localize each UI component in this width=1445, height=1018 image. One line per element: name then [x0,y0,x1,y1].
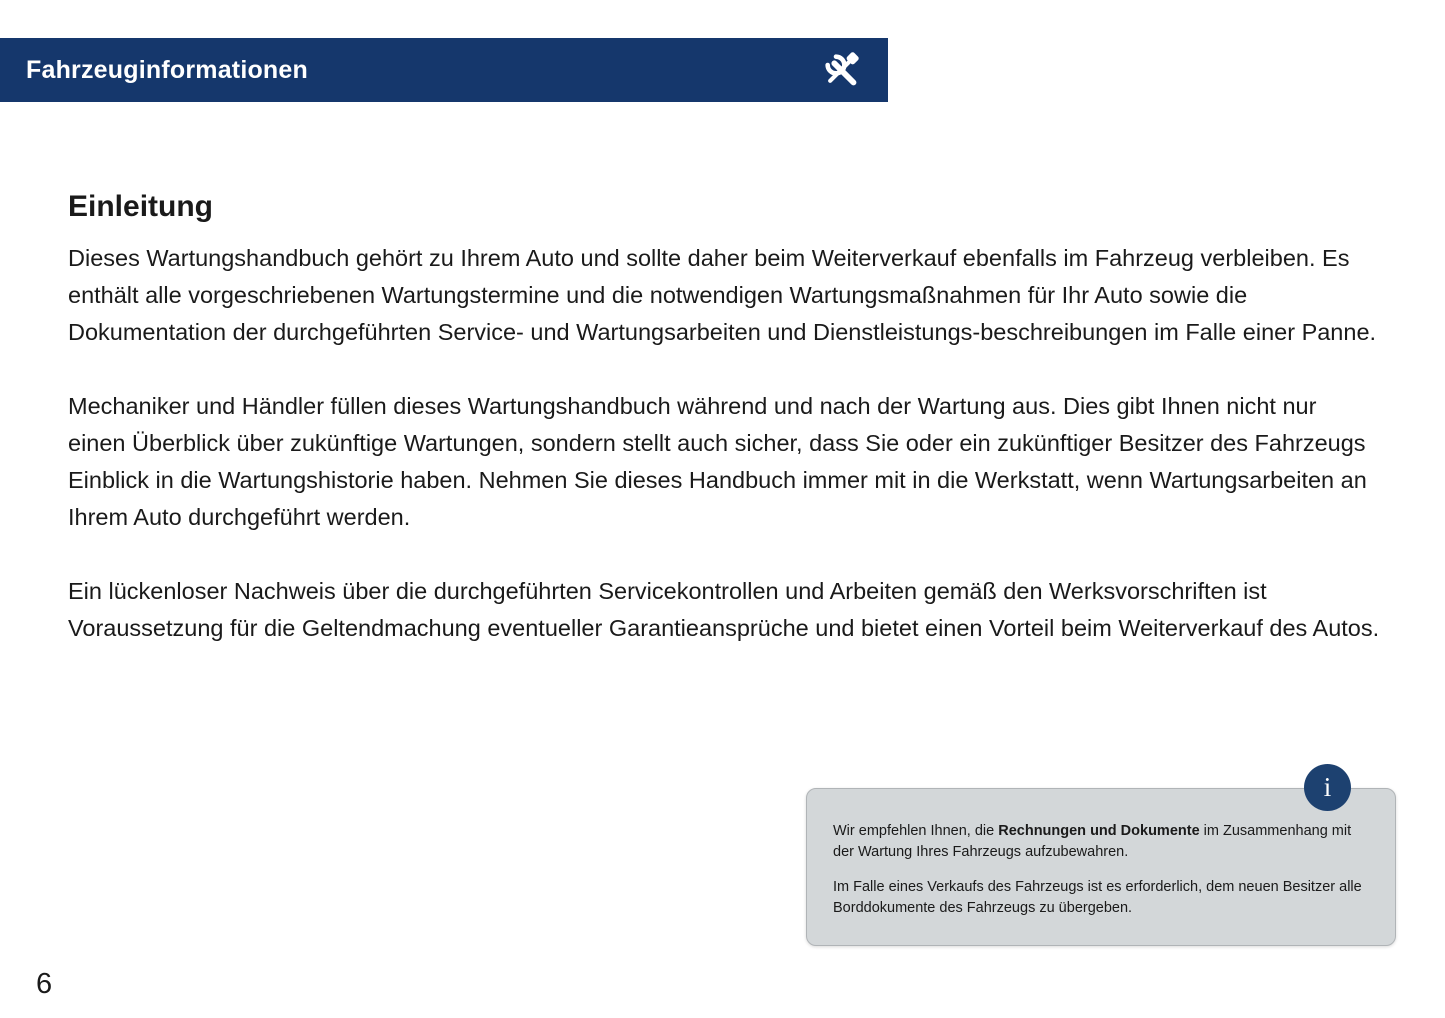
section-header-bar [0,38,888,102]
intro-paragraph-3: Ein lückenloser Nachweis über die durchgeführten Servicekontrollen und Arbeiten gemäß den Werksvorschriften ist Voraussetzung für die Geltendmachung eventueller Garantieansprüche und bietet einen Vorteil beim Weiterverkauf des Autos. [68,578,1380,641]
info-box [806,772,1396,946]
info-text-prefix: Wir empfehlen Ihnen, die [833,823,999,839]
content-area [68,190,1380,647]
info-icon [1304,764,1351,811]
info-paragraph-2: Im Falle eines Verkaufs des Fahrzeugs ist es erforderlich, dem neuen Besitzer alle Borddokumente des Fahrzeugs zu übergeben. [833,879,1362,916]
info-paragraph-1 [833,821,1369,863]
tools-icon [820,49,862,91]
info-icon-glyph: i [1323,772,1332,802]
intro-heading: Einleitung [68,190,213,223]
info-text-suffix: im Zusammenhang mit der Wartung Ihres Fahrzeugs aufzubewahren. [833,823,1352,860]
info-text-bold: Rechnungen und Dokumente [998,823,1200,839]
intro-paragraph-1: Dieses Wartungshandbuch gehört zu Ihrem Auto und sollte daher beim Weiterverkauf ebenfalls im Fahrzeug verbleiben. Es enthält alle vorgeschriebenen Wartungstermine und die notwendigen Wartungsmaßnahmen für Ihr Auto sowie die Dokumentation der durchgeführten Service- und Wartungsarbeiten und Dienstleistungs-beschreibungen im Falle einer Panne. [68,245,1377,345]
intro-paragraph-2: Mechaniker und Händler füllen dieses Wartungshandbuch während und nach der Wartung aus. Dies gibt Ihnen nicht nur einen Überblick über zukünftige Wartungen, sondern stellt auch sicher, dass Sie oder ein zukünftiger Besitzer des Fahrzeugs Einblick in die Wartungshistorie haben. Nehmen Sie dieses Handbuch immer mit in die Werkstatt, wenn Wartungsarbeiten an Ihrem Auto durchgeführt werden. [68,393,1367,530]
section-title: Fahrzeuginformationen [26,55,308,84]
page-number: 6 [36,968,53,1000]
